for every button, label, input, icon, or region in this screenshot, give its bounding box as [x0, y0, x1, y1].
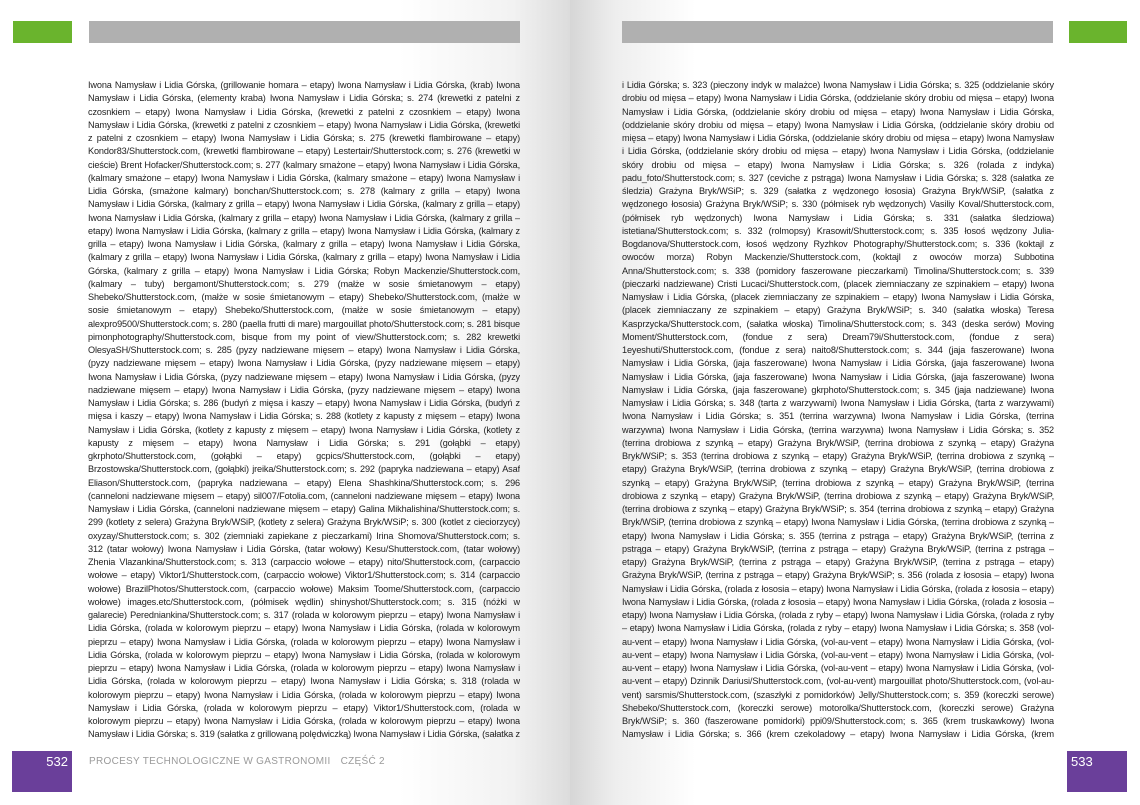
right-page: [570, 0, 1140, 805]
header-bar: [622, 21, 1053, 43]
running-head-title: PROCESY TECHNOLOGICZNE W GASTRONOMII: [89, 756, 331, 767]
header-accent-green: [13, 21, 72, 43]
page-number-badge: [1067, 751, 1127, 792]
page-number: 532: [46, 754, 68, 769]
running-head-part: CZĘŚĆ 2: [340, 756, 385, 767]
credits-text-right: i Lidia Górska; s. 323 (pieczony indyk w malażce) Iwona Namysław i Lidia Górska; s. 325 (oddzielanie skóry drobiu od mięsa – etapy) Iwona Namysław i Lidia Górska, (oddzielanie skóry drobiu od mięsa – etapy) Iwona Namysław i Lidia Górska, (oddzielanie skóry drobiu od mięsa – etapy) Iwona Namysław i Lidia Górska, (oddzielanie skóry drobiu od mięsa – etapy) Iwona Namysław i Lidia Górska, (oddzielanie skóry drobiu od mięsa – etapy) Iwona Namysław i Lidia Górska, (oddzielanie skóry drobiu od mięsa – etapy) Iwona Namysław i Lidia Górska, (oddzielanie skóry drobiu od mięsa – etapy) Iwona Namysław i Lidia Górska, (oddzielanie skóry drobiu od mięsa – etapy) Iwona Namysław i Lidia Górska; s. 326 (rolada z indyka) padu_foto/Shutterstock.com; s. 327 (ceviche z pstrąga) Iwona Namysław i Lidia Górska; s. 328 (sałatka ze śledzia) Grażyna Bryk/WSiP; s. 329 (sałatka z wędzonego łososia) Grażyna Bryk/WSiP, (sałatka z wędzonego łososia) Grażyna Bryk/WSiP; s. 330 (półmisek ryb wędzonych) Vasiliy Koval/Shutterstock.com, (półmisek ryb wędzonych) Iwona Namysław i Lidia Górska; s. 331 (sałatka śledziowa) istetiana/Shutterstock.com; s. 332 (rolmopsy) Krasowit/Shutterstock.com; s. 335 łosoś wędzony Julia-Bogdanova/Shutterstock.com, łosoś wędzony Ryzhkov Photography/Shutterstock.com; s. 336 (koktajl z owoców morza) Robyn Mackenzie/Shutterstock.com, (koktajl z owoców morza) Subbotina Anna/Shutterstock.com; s. 338 (pomidory faszerowane pieczarkami) Timolina/Shutterstock.com; s. 339 (pieczarki nadziewane) Cristi Lucaci/Shutterstock.com, (placek ziemniaczany ze szpinakiem – etapy) Iwona Namysław i Lidia Górska, (placek ziemniaczany ze szpinakiem – etapy) Iwona Namysław i Lidia Górska, (placek ziemniaczany ze szpinakiem – etapy) Grażyna Bryk/WSiP; s. 340 (sałatka włoska) Teresa Kasprzycka/Shutterstock.com, (sałatka włoska) Timolina/Shutterstock.com; s. 343 (deska serów) Moving Moment/Shutterstock.com, (fondue z sera) Dream79i/Shutterstock.com, (fondue z sera) 1eyeshuti/Shutterstock.com, (fondue z sera) naito8/Shutterstock.com; s. 344 (jaja faszerowane) Iwona Namysław i Lidia Górska, (jaja faszerowane) Iwona Namysław i Lidia Górska, (jaja faszerowane) Iwona Namysław i Lidia Górska, (jaja faszerowane) Iwona Namysław i Lidia Górska, (jaja faszerowane) Iwona Namysław i Lidia Górska, (jaja faszerowane) gkrphoto/Shutterstock.com; s. 345 (jaja nadziewane) Iwona Namysław i Lidia Górska; s. 348 (tarta z warzywami) Iwona Namysław i Lidia Górska, (tarta z warzywami) Iwona Namysław i Lidia Górska; s. 351 (terrina warzywna) Iwona Namysław i Lidia Górska, (terrina warzywna) Iwona Namysław i Lidia Górska, (terrina warzywna) Iwona Namysław i Lidia Górska; s. 352 (terrina drobiowa z szynką – etapy) Grażyna Bryk/WSiP, (terrina drobiowa z szynką – etapy) Grażyna Bryk/WSiP; s. 353 (terrina drobiowa z szynką – etapy) Grażyna Bryk/WSiP, (terrina drobiowa z szynką – etapy) Grażyna Bryk/WSiP, (terrina drobiowa z szynką – etapy) Grażyna Bryk/WSiP, (terrina drobiowa z szynką – etapy) Grażyna Bryk/WSiP, (terrina drobiowa z szynką – etapy) Grażyna Bryk/WSiP, (terrina drobiowa z szynką – etapy) Grażyna Bryk/WSiP, (terrina drobiowa z szynką – etapy) Grażyna Bryk/WSiP, (terrina drobiowa z szynką – etapy) Grażyna Bryk/WSiP; s. 354 (terrina drobiowa z szynką – etapy) Grażyna Bryk/WSiP, (terrina drobiowa z szynką – etapy) Iwona Namysław i Lidia Górska, (terrina drobiowa z szynką – etapy) Iwona Namysław i Lidia Górska; s. 355 (terrina z pstrąga – etapy) Grażyna Bryk/WSiP, (terrina z pstrąga – etapy) Grażyna Bryk/WSiP, (terrina z pstrąga – etapy) Grażyna Bryk/WSiP, (terrina z pstrąga – etapy) Grażyna Bryk/WSiP, (terrina z pstrąga – etapy) Grażyna Bryk/WSiP, (terrina z pstrąga – etapy) Grażyna Bryk/WSiP, (terrina z pstrąga – etapy) Grażyna Bryk/WSiP; s. 356 (rolada z łososia – etapy) Iwona Namysław i Lidia Górska, (rolada z łososia – etapy) Iwona Namysław i Lidia Górska, (rolada z łososia – etapy) Iwona Namysław i Lidia Górska, (rolada z łososia – etapy) Iwona Namysław i Lidia Górska, (rolada z łososia – etapy) Iwona Namysław i Lidia Górska, (rolada z ryby – etapy) Iwona Namysław i Lidia Górska, (rolada z ryby – etapy) Iwona Namysław i Lidia Górska, (rolada z ryby – etapy) Iwona Namysław i Lidia Górska; s. 358 (vol-au-vent – etapy) Iwona Namysław i Lidia Górska, (vol-au-vent – etapy) Iwona Namysław i Lidia Górska, (vol-au-vent – etapy) Iwona Namysław i Lidia Górska, (vol-au-vent – etapy) Iwona Namysław i Lidia Górska, (vol-au-vent – etapy) Iwona Namysław i Lidia Górska, (vol-au-vent – etapy) Iwona Namysław i Lidia Górska, (vol-au-vent – etapy) Dzinnik Dariusi/Shutterstock.com, (vol-au-vent) margouillat photo/Shutterstock.com, (vol-au-vent) sarsmis/Shutterstock.com, (szaszłyki z pomidorków) Jelly/Shutterstock.com; s. 359 (koreczki serowe) Shebeko/Shutterstock.com, (koreczki serowe) motorolka/Shutterstock.com, (koreczki serowe) Grażyna Bryk/WSiP; s. 360 (faszerowane pomidorki) ppi09/Shutterstock.com; s. 365 (krem truskawkowy) Iwona Namysław i Lidia Górska; s. 366 (krem czekoladowy – etapy) Iwona Namysław i Lidia Górska, (krem: [622, 80, 1054, 739]
page-number: 533: [1071, 754, 1093, 769]
credits-text-left: Iwona Namysław i Lidia Górska, (grillowanie homara – etapy) Iwona Namysław i Lidia Górska, (krab) Iwona Namysław i Lidia Górska, (elementy kraba) Iwona Namysław i Lidia Górska; s. 274 (krewetki z patelni z czosnkiem – etapy) Iwona Namysław i Lidia Górska, (krewetki z patelni z czosnkiem – etapy) Iwona Namysław i Lidia Górska, (krewetki z patelni z czosnkiem – etapy) Iwona Namysław i Lidia Górska, (krewetki z patelni z czosnkiem – etapy) Iwona Namysław i Lidia Górska; s. 275 (krewetki flambirowane – etapy) Kondor83/Shutterstock.com, (krewetki flambirowane – etapy) Lestertair/Shutterstock.com; s. 276 (krewetki w cieście) Brent Hofacker/Shutterstock.com; s. 277 (kalmary smażone – etapy) Iwona Namysław i Lidia Górska, (kalmary smażone – etapy) Iwona Namysław i Lidia Górska, (kalmary smażone – etapy) Iwona Namysław i Lidia Górska, (smażone kalmary) bonchan/Shutterstock.com; s. 278 (kalmary z grilla – etapy) Iwona Namysław i Lidia Górska, (kalmary z grilla – etapy) Iwona Namysław i Lidia Górska, (kalmary z grilla – etapy) Iwona Namysław i Lidia Górska, (kalmary z grilla – etapy) Iwona Namysław i Lidia Górska, (kalmary z grilla – etapy) Iwona Namysław i Lidia Górska, (kalmary z grilla – etapy) Iwona Namysław i Lidia Górska, (kalmary z grilla – etapy) Iwona Namysław i Lidia Górska, (kalmary z grilla – etapy) Iwona Namysław i Lidia Górska, (kalmary z grilla – etapy) Iwona Namysław i Lidia Górska, (kalmary z grilla – etapy) Iwona Namysław i Lidia Górska, (kalmary z grilla – etapy) Iwona Namysław i Lidia Górska; Robyn Mackenzie/Shutterstock.com, (kalmary – tuby) bergamont/Shutterstock.com; s. 279 (małże w sosie śmietanowym – etapy) Shebeko/Shutterstock.com, (małże w sosie śmietanowym – etapy) Shebeko/Shutterstock.com, (małże w sosie śmietanowym – etapy) Shebeko/Shutterstock.com, (małże w sosie śmietanowym – etapy) alexpro9500/Shutterstock.com; s. 280 (paella frutti di mare) margouillat photo/Shutterstock.com; s. 281 bisque pimonphotography/Shutterstock.com, bisque from my point of view/Shutterstock.com; s. 282 krewetki OlesyaSH/Shutterstock.com; s. 285 (pyzy nadziewane mięsem – etapy) Iwona Namysław i Lidia Górska, (pyzy nadziewane mięsem – etapy) Iwona Namysław i Lidia Górska, (pyzy nadziewane mięsem – etapy) Iwona Namysław i Lidia Górska, (pyzy nadziewane mięsem – etapy) Iwona Namysław i Lidia Górska, (pyzy nadziewane mięsem – etapy) Iwona Namysław i Lidia Górska, (pyzy nadziewane mięsem – etapy) Iwona Namysław i Lidia Górska; s. 286 (budyń z mięsa i kaszy – etapy) Iwona Namysław i Lidia Górska, (budyń z mięsa i kaszy – etapy) Iwona Namysław i Lidia Górska; s. 288 (kotlety z kapusty z mięsem – etapy) Iwona Namysław i Lidia Górska, (kotlety z kapusty z mięsem – etapy) Iwona Namysław i Lidia Górska, (kotlety z kapusty z mięsem – etapy) Iwona Namysław i Lidia Górska; s. 291 (gołąbki – etapy) gkrphoto/Shutterstock.com, (gołąbki – etapy) gcpics/Shutterstock.com, (gołąbki – etapy) Brzostowska/Shutterstock.com, (gołąbki) jreika/Shutterstock.com; s. 292 (papryka nadziewana – etapy) Asaf Eliason/Shutterstock.com, (papryka nadziewana – etapy) Elena Shashkina/Shutterstock.com; s. 296 (canneloni nadziewane mięsem – etapy) sil007/Fotolia.com, (canneloni nadziewane mięsem – etapy) Iwona Namysław i Lidia Górska, (canneloni nadziewane mięsem – etapy) Galina Mikhalishina/Shutterstock.com; s. 299 (kotlety z selera) Grażyna Bryk/WSiP, (kotlety z selera) Grażyna Bryk/WSiP; s. 300 (kotlet z cieciorzycy) oxyzay/Shutterstock.com; s. 302 (ziemniaki zapiekane z pieczarkami) Irina Shomova/Shutterstock.com; s. 312 (tatar wołowy) Iwona Namysław i Lidia Górska, (tatar wołowy) Kesu/Shutterstock.com, (tatar wołowy) Zhenia Vlazankina/Shutterstock.com; s. 313 (carpaccio wołowe – etapy) nito/Shutterstock.com, (carpaccio wołowe – etapy) Viktor1/Shutterstock.com, (carpaccio wołowe) Viktor1/Shutterstock.com; s. 314 (carpaccio wołowe) BrazilPhotos/Shutterstock.com, (carpaccio wołowe) Maksim Toome/Shutterstock.com, (carpaccio wołowe) images.etc/Shutterstock.com, (półmisek wędlin) shinyshot/Shutterstock.com; s. 315 (nóżki w galarecie) Peredniankina/Shutterstock.com; s. 317 (rolada w kolorowym pieprzu – etapy) Iwona Namysław i Lidia Górska, (rolada w kolorowym pieprzu – etapy) Iwona Namysław i Lidia Górska, (rolada w kolorowym pieprzu – etapy) Iwona Namysław i Lidia Górska, (rolada w kolorowym pieprzu – etapy) Iwona Namysław i Lidia Górska, (rolada w kolorowym pieprzu – etapy) Iwona Namysław i Lidia Górska, (rolada w kolorowym pieprzu – etapy) Iwona Namysław i Lidia Górska, (rolada w kolorowym pieprzu – etapy) Iwona Namysław i Lidia Górska, (rolada w kolorowym pieprzu – etapy) Iwona Namysław i Lidia Górska; s. 318 (rolada w kolorowym pieprzu – etapy) Iwona Namysław i Lidia Górska, (rolada w kolorowym pieprzu – etapy) Iwona Namysław i Lidia Górska, (rolada w kolorowym pieprzu – etapy) Viktor1/Shutterstock.com, (rolada w kolorowym pieprzu – etapy) Iwona Namysław i Lidia Górska, (rolada w kolorowym pieprzu – etapy) Iwona Namysław i Lidia Górska; s. 319 (sałatka z grillowaną polędwiczką) Iwona Namysław i Lidia Górska, (sałatka z: [88, 80, 520, 739]
header-accent-green: [1069, 21, 1127, 43]
header-bar: [89, 21, 520, 43]
running-head: [89, 756, 385, 767]
page-number-badge: [12, 751, 72, 792]
